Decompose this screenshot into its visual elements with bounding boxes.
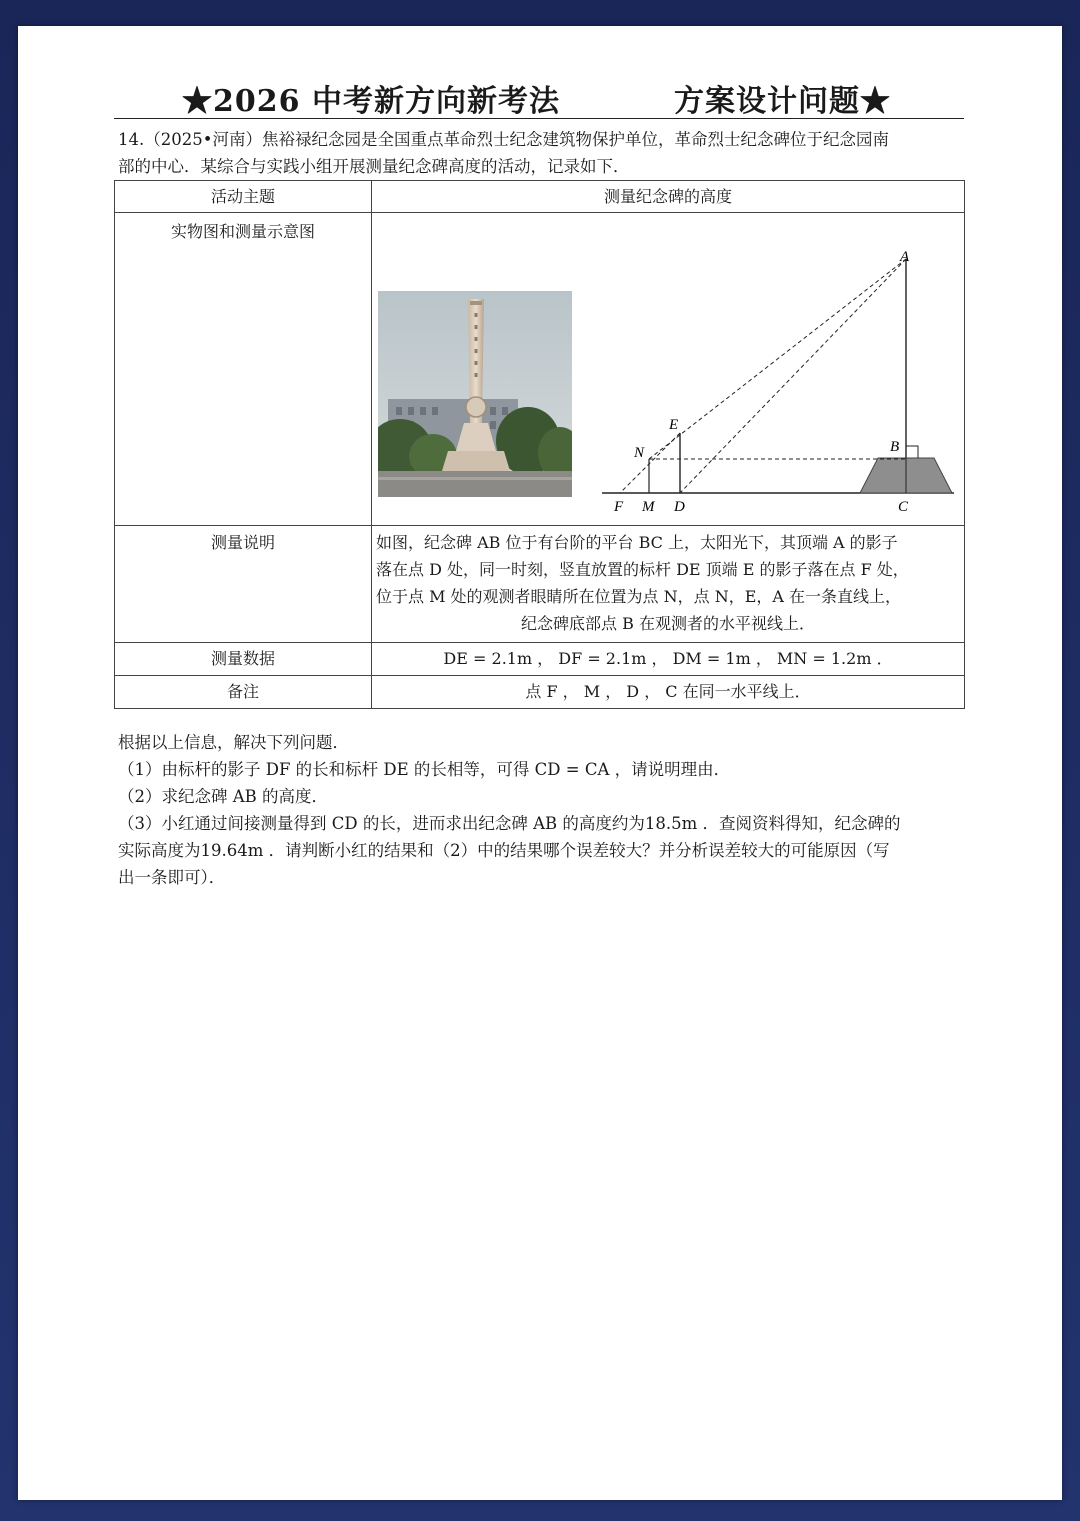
question-line-2: 部的中心．某综合与实践小组开展测量纪念碑高度的活动，记录如下． <box>118 157 630 176</box>
desc-cell <box>372 526 965 643</box>
table-row-description <box>115 526 965 643</box>
theme-label: 活动主题 <box>115 181 372 213</box>
sub-question-1: （1）由标杆的影子 DF 的长和标杆 DE 的长相等，可得 CD = CA ，请说明理由． <box>118 760 731 779</box>
note-label: 备注 <box>115 676 372 709</box>
page-header <box>114 76 964 119</box>
activity-record-table <box>114 180 965 709</box>
measurement-diagram <box>602 237 962 517</box>
data-value: DE = 2.1m ， DF = 2.1m ， DM = 1m ， MN = 1.2m ． <box>372 643 965 676</box>
label-E: E <box>669 417 679 433</box>
label-C: C <box>898 499 909 515</box>
desc-line-4: 纪念碑底部点 B 在观测者的水平视线上． <box>521 614 815 633</box>
label-D: D <box>674 499 685 515</box>
note-value: 点 F ， M ， D ， C 在同一水平线上． <box>372 676 965 709</box>
table-row-data <box>115 643 965 676</box>
label-A: A <box>900 249 910 265</box>
sub-questions-intro: 根据以上信息，解决下列问题． <box>118 733 349 752</box>
theme-value: 测量纪念碑的高度 <box>372 181 965 213</box>
desc-label: 测量说明 <box>115 526 372 643</box>
document-page <box>18 26 1062 1500</box>
sub-question-2: （2）求纪念碑 AB 的高度． <box>118 787 329 806</box>
label-B: B <box>890 439 900 455</box>
table-row-note <box>115 676 965 709</box>
monument-photo <box>378 291 572 497</box>
sub-question-3-line-1: （3）小红通过间接测量得到 CD 的长，进而求出纪念碑 AB 的高度约为18.5m ．查阅资料得知，纪念碑的 <box>118 814 901 833</box>
right-angle-mark <box>906 446 918 458</box>
label-M: M <box>642 499 655 515</box>
data-label: 测量数据 <box>115 643 372 676</box>
desc-line-2: 落在点 D 处，同一时刻，竖直放置的标杆 DE 顶端 E 的影子落在点 F 处， <box>376 560 909 579</box>
desc-line-3: 位于点 M 处的观测者眼睛所在位置为点 N，点 N，E，A 在一条直线上， <box>376 587 902 606</box>
header-title-right: 方案设计问题★ <box>674 84 891 119</box>
sub-question-3-line-3: 出一条即可）． <box>118 868 226 887</box>
header-title-left: ★2026 中考新方向新考法 <box>182 84 560 119</box>
table-row-figure <box>115 213 965 526</box>
sub-questions <box>118 729 968 891</box>
question-line-1: 14.（2025•河南）焦裕禄纪念园是全国重点革命烈士纪念建筑物保护单位，革命烈士纪念碑位于纪念园南 <box>118 130 889 149</box>
label-F: F <box>614 499 624 515</box>
question-stem <box>118 126 968 180</box>
sub-question-3-line-2: 实际高度为19.64m ．请判断小红的结果和（2）中的结果哪个误差较大？并分析误差较大的可能原因（写 <box>118 841 890 860</box>
sun-ray-ef <box>620 433 680 493</box>
figure-label: 实物图和测量示意图 <box>115 213 372 526</box>
label-N: N <box>634 445 645 461</box>
sun-ray-ad <box>680 259 906 493</box>
sight-line-nea <box>649 259 906 459</box>
figure-cell <box>372 213 965 526</box>
table-row-theme <box>115 181 965 213</box>
desc-line-1: 如图，纪念碑 AB 位于有台阶的平台 BC 上，太阳光下，其顶端 A 的影子 <box>376 533 898 552</box>
